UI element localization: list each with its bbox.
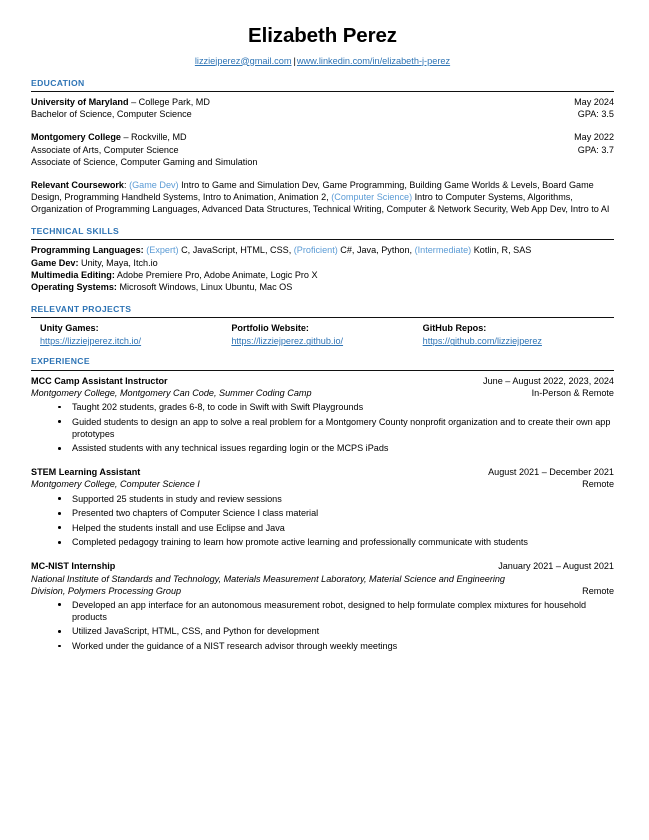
education-row-heading — [31, 131, 614, 143]
education-row-degree — [31, 108, 614, 120]
experience-entry-stem-learning-assistant — [31, 466, 614, 548]
list-item: Helped the students install and use Eclipse and Java — [31, 522, 614, 534]
list-item: Supported 25 students in study and review sessions — [31, 493, 614, 505]
job-title: MC-NIST Internship — [31, 561, 116, 572]
education-entry-montgomery — [31, 131, 614, 167]
resume-body — [31, 24, 614, 655]
email-link[interactable]: lizziejperez@gmail.com — [194, 55, 292, 66]
coursework-group-gamedev: (Game Dev) — [129, 179, 179, 190]
graduation-date: May 2024 — [574, 97, 614, 108]
job-title: STEM Learning Assistant — [31, 467, 141, 478]
skill-value: Adobe Premiere Pro, Adobe Animate, Logic Pro X — [114, 269, 318, 280]
list-item: Taught 202 students, grades 6-8, to code in Swift with Swift Playgrounds — [31, 401, 614, 413]
page-title: Elizabeth Perez — [248, 24, 397, 47]
skill-value: Microsoft Windows, Linux Ubuntu, Mac OS — [116, 281, 293, 292]
degree-label: Associate of Arts, Computer Science — [31, 144, 179, 155]
skill-row-multimedia-editing — [31, 269, 614, 281]
section-heading-education: EDUCATION — [31, 78, 614, 92]
section-heading-technical-skills: TECHNICAL SKILLS — [31, 226, 614, 240]
skill-level-expert: (Expert) — [146, 245, 179, 256]
experience-entry-mc-nist-internship — [31, 560, 614, 652]
skill-label: Operating Systems: — [31, 281, 117, 292]
project-link-wrapper — [423, 335, 614, 347]
project-title: GitHub Repos: — [422, 323, 487, 334]
coursework-group-cs: (Computer Science) — [331, 191, 413, 202]
degree-label-secondary: Associate of Science, Computer Gaming and Simulation — [31, 156, 258, 167]
job-organization-continued: Division, Polymers Processing Group — [31, 585, 182, 596]
job-dates: August 2021 – December 2021 — [488, 467, 614, 478]
skill-expert-list: C, JavaScript, HTML, CSS, — [178, 245, 294, 256]
project-title: Portfolio Website: — [231, 323, 309, 334]
coursework-cs-list: Intro to Computer Systems, Algorithms, Organization of Programming Languages, Advanced Data Structures, Technical Writing, Computer & Network Security, Web App Dev, Intro to AI — [31, 191, 610, 214]
job-bullet-list — [31, 493, 614, 549]
job-heading-row — [31, 375, 614, 387]
project-link[interactable]: https://lizziejperez.github.io/ — [231, 336, 344, 347]
list-item: Completed pedagogy training to learn how promote active learning and professionally communicate with students — [31, 536, 614, 548]
graduation-date: May 2022 — [574, 132, 614, 143]
job-title: MCC Camp Assistant Instructor — [31, 375, 168, 386]
skill-level-intermediate: (Intermediate) — [414, 245, 472, 256]
spacer — [31, 170, 614, 179]
job-heading-row — [31, 560, 614, 572]
list-item: Developed an app interface for an autonomous measurement robot, designed to help formulate complex mixtures for household products — [31, 599, 614, 623]
job-heading-row — [31, 466, 614, 478]
school-name-line: Montgomery College – Rockville, MD — [31, 132, 187, 143]
job-subtitle-row — [31, 478, 614, 490]
job-subtitle-row — [31, 387, 614, 399]
experience-entry-mcc-camp — [31, 375, 614, 455]
job-organization: Montgomery College, Montgomery Can Code, Summer Coding Camp — [31, 387, 312, 398]
project-column-portfolio-website — [231, 322, 422, 347]
job-bullet-list — [31, 599, 614, 652]
skill-value: Unity, Maya, Itch.io — [78, 257, 158, 268]
project-column-github-repos — [423, 322, 614, 347]
job-location: Remote — [582, 585, 614, 596]
skill-label: Programming Languages: — [31, 245, 144, 256]
contact-line — [31, 55, 614, 67]
project-link-wrapper — [40, 335, 231, 347]
list-item: Utilized JavaScript, HTML, CSS, and Python for development — [31, 625, 614, 637]
skill-proficient-list: C#, Java, Python, — [337, 245, 415, 256]
skill-row-programming-languages — [31, 244, 614, 256]
contact-separator: | — [293, 55, 296, 66]
list-item: Worked under the guidance of a NIST research advisor through weekly meetings — [31, 640, 614, 652]
spacer — [31, 122, 614, 131]
skill-label: Game Dev: — [31, 257, 79, 268]
skill-row-game-dev — [31, 257, 614, 269]
skill-intermediate-list: Kotlin, R, SAS — [471, 245, 532, 256]
job-subtitle-row — [31, 585, 614, 597]
job-location: In-Person & Remote — [531, 387, 614, 398]
section-heading-relevant-projects: RELEVANT PROJECTS — [31, 304, 614, 318]
skill-row-operating-systems — [31, 281, 614, 293]
project-title: Unity Games: — [40, 323, 99, 334]
project-link[interactable]: https://github.com/lizziejperez — [422, 336, 542, 347]
job-organization: Montgomery College, Computer Science I — [31, 479, 200, 490]
list-item: Guided students to design an app to solve a real problem for a Montgomery County nonprofit organization and to create their own app prototypes — [31, 416, 614, 440]
school-name-line: University of Maryland – College Park, MD — [31, 97, 210, 108]
skill-level-proficient: (Proficient) — [293, 245, 338, 256]
section-heading-experience: EXPERIENCE — [31, 356, 614, 370]
linkedin-link[interactable]: www.linkedin.com/in/elizabeth-j-perez — [296, 55, 451, 66]
list-item: Presented two chapters of Computer Science I class material — [31, 507, 614, 519]
job-bullet-list — [31, 401, 614, 454]
coursework-label: Relevant Coursework — [31, 179, 124, 190]
gpa-value: GPA: 3.5 — [577, 109, 614, 120]
project-link[interactable]: https://lizziejperez.itch.io/ — [40, 336, 142, 347]
projects-columns — [31, 322, 614, 347]
job-location: Remote — [582, 479, 614, 490]
list-item: Assisted students with any technical issues regarding login or the MCPS iPads — [31, 442, 614, 454]
gpa-value: GPA: 3.7 — [577, 144, 614, 155]
project-column-unity-games — [40, 322, 231, 347]
degree-label: Bachelor of Science, Computer Science — [31, 109, 192, 120]
job-dates: June – August 2022, 2023, 2024 — [483, 375, 614, 386]
job-organization: National Institute of Standards and Technology, Materials Measurement Laboratory, Material Science and Engineering — [31, 573, 505, 584]
relevant-coursework: Relevant Coursework: (Game Dev) Intro to Game and Simulation Dev, Game Programming, Building Game Worlds & Levels, Board Game Design, Programming Handheld Systems, Intro to Animation, Animation 2, (Computer Science) Intro to Computer Systems, Algorithms, Organization of Programming Languages, Advanced Data Structures, Technical Writing, Computer & Network Security, Web App Dev, Intro to AI — [31, 179, 610, 214]
project-link-wrapper — [231, 335, 422, 347]
job-dates: January 2021 – August 2021 — [498, 561, 614, 572]
education-entry-umd — [31, 96, 614, 120]
skill-label: Multimedia Editing: — [31, 269, 115, 280]
education-row-heading — [31, 96, 614, 108]
coursework-gamedev-list: Intro to Game and Simulation Dev, Game Programming, Building Game Worlds & Levels, Board Game Design, Programming Handheld Systems, Intro to Animation, Animation 2, — [31, 179, 594, 202]
education-row-degree — [31, 144, 614, 156]
